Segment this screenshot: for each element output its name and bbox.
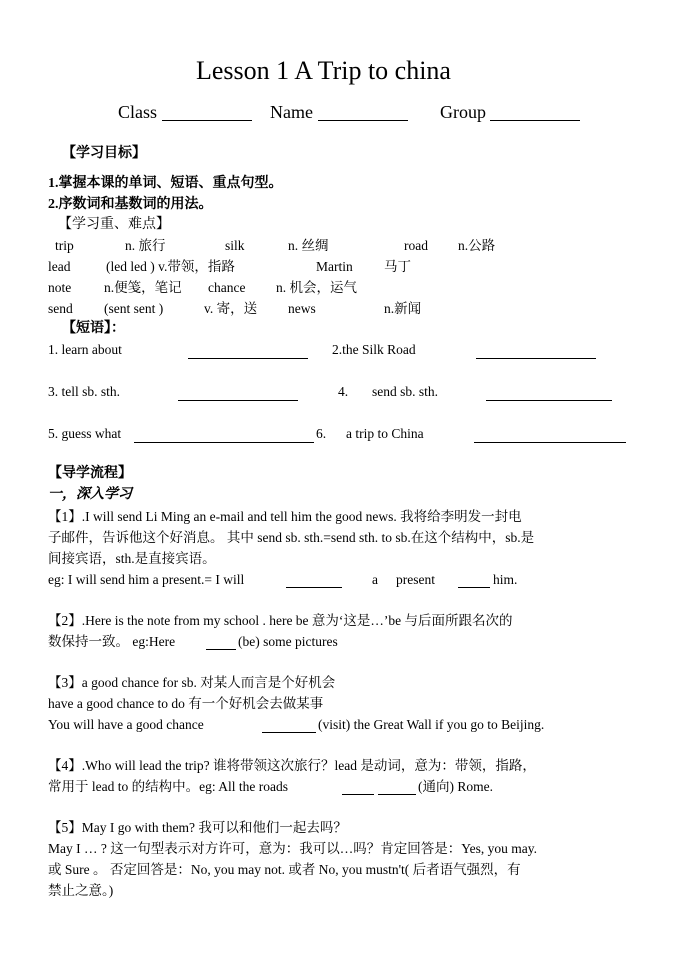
vocab-meaning: 马丁 — [384, 259, 411, 274]
item-5-line-3: 或 Sure 。 否定回答是：No, you may not. 或者 No, you mustn't( 后者语气强烈，有 — [48, 862, 521, 877]
item-1-blank-1[interactable] — [286, 587, 342, 588]
goal-item-2: 2.序数词和基数词的用法。 — [48, 197, 213, 212]
item-1-blank-2[interactable] — [458, 587, 490, 588]
page-title: Lesson 1 A Trip to china — [196, 56, 451, 85]
phrase-6-number: 6. — [316, 426, 327, 441]
keypoints-heading: 【学习重、难点】 — [58, 217, 170, 232]
class-label: Class — [118, 102, 158, 122]
vocab-word: send — [48, 301, 73, 316]
item-4-line-1: 【4】.Who will lead the trip? 谁将带领这次旅行？lead 是动词，意为：带领，指路， — [48, 758, 536, 773]
item-5-line-1: 【5】May I go with them? 我可以和他们一起去吗？ — [48, 820, 347, 835]
goal-item-1: 1.掌握本课的单词、短语、重点句型。 — [48, 176, 283, 191]
vocab-word: news — [288, 301, 316, 316]
item-5-line-2: May I … ? 这一句型表示对方许可，意为：我可以…吗？肯定回答是：Yes, you may. — [48, 841, 537, 856]
phrase-2: 2.the Silk Road — [332, 342, 416, 357]
phrases-heading: 【短语】： — [62, 321, 125, 336]
vocab-word: chance — [208, 280, 246, 295]
phrase-4: send sb. sth. — [372, 384, 439, 399]
phrase-4-blank[interactable] — [486, 400, 612, 401]
item-4-example-end: (通向) Rome. — [418, 779, 493, 794]
phrase-3-blank[interactable] — [178, 400, 298, 401]
phrase-6: a trip to China — [346, 426, 424, 441]
vocab-meaning: n. 机会，运气 — [276, 280, 357, 295]
item-1-line-2: 子邮件，告诉他这个好消息。 其中 send sb. sth.=send sth. to sb.在这个结构中，sb.是 — [48, 530, 535, 545]
vocab-meaning: n. 丝绸 — [288, 238, 329, 253]
name-label: Name — [270, 102, 313, 122]
group-label: Group — [440, 102, 486, 122]
vocab-meaning: n. 旅行 — [125, 238, 166, 253]
vocab-meaning: n.公路 — [458, 238, 496, 253]
item-1-example-word: present — [396, 572, 435, 587]
item-2-blank[interactable] — [206, 649, 236, 650]
phrase-2-blank[interactable] — [476, 358, 596, 359]
phrase-1-blank[interactable] — [188, 358, 308, 359]
phrase-5: 5. guess what — [48, 426, 122, 441]
item-3-example-end: (visit) the Great Wall if you go to Beijing. — [318, 717, 545, 732]
item-1-line-3: 间接宾语，sth.是直接宾语。 — [48, 551, 216, 566]
vocab-meaning: n.便笺，笔记 — [104, 280, 182, 295]
class-blank[interactable] — [162, 120, 252, 121]
item-3-line-1: 【3】a good chance for sb. 对某人而言是个好机会 — [48, 675, 336, 690]
item-4-blank-1[interactable] — [342, 794, 374, 795]
group-blank[interactable] — [490, 120, 580, 121]
vocab-word: silk — [225, 238, 245, 253]
item-1-line-1: 【1】.I will send Li Ming an e-mail and tell him the good news. 我将给李明发一封电 — [48, 509, 522, 524]
phrase-4-number: 4. — [338, 384, 349, 399]
phrase-6-blank[interactable] — [474, 442, 626, 443]
item-1-example-end: him. — [493, 572, 518, 587]
item-4-example: 常用于 lead to 的结构中。eg: All the roads — [48, 779, 288, 794]
item-3-blank[interactable] — [262, 732, 316, 733]
goals-heading: 【学习目标】 — [62, 146, 146, 161]
vocab-word: road — [404, 238, 428, 253]
phrase-1: 1. learn about — [48, 342, 122, 357]
item-2-example: 数保持一致。 eg:Here — [48, 634, 176, 649]
vocab-meaning: v. 寄，送 — [204, 301, 258, 316]
process-heading: 【导学流程】 — [48, 466, 132, 481]
item-4-blank-2[interactable] — [378, 794, 416, 795]
phrase-5-blank[interactable] — [134, 442, 314, 443]
item-5-line-4: 禁止之意。) — [48, 883, 114, 898]
item-3-example: You will have a good chance — [48, 717, 204, 732]
item-1-example-word: a — [372, 572, 378, 587]
vocab-meaning: n.新闻 — [384, 301, 422, 316]
name-blank[interactable] — [318, 120, 408, 121]
item-1-example: eg: I will send him a present.= I will — [48, 572, 245, 587]
vocab-meaning: (sent sent ) — [104, 301, 164, 316]
vocab-meaning: (led led ) v.带领，指路 — [106, 259, 235, 274]
vocab-word: trip — [55, 238, 74, 253]
vocab-word: Martin — [316, 259, 353, 274]
phrase-3: 3. tell sb. sth. — [48, 384, 121, 399]
vocab-word: lead — [48, 259, 71, 274]
process-subheading: 一，深入学习 — [48, 487, 132, 502]
vocab-word: note — [48, 280, 72, 295]
item-2-example-end: (be) some pictures — [238, 634, 338, 649]
item-3-line-2: have a good chance to do 有一个好机会去做某事 — [48, 696, 324, 711]
item-2-line-1: 【2】.Here is the note from my school . here be 意为‘这是…’be 与后面所跟名次的 — [48, 613, 513, 628]
